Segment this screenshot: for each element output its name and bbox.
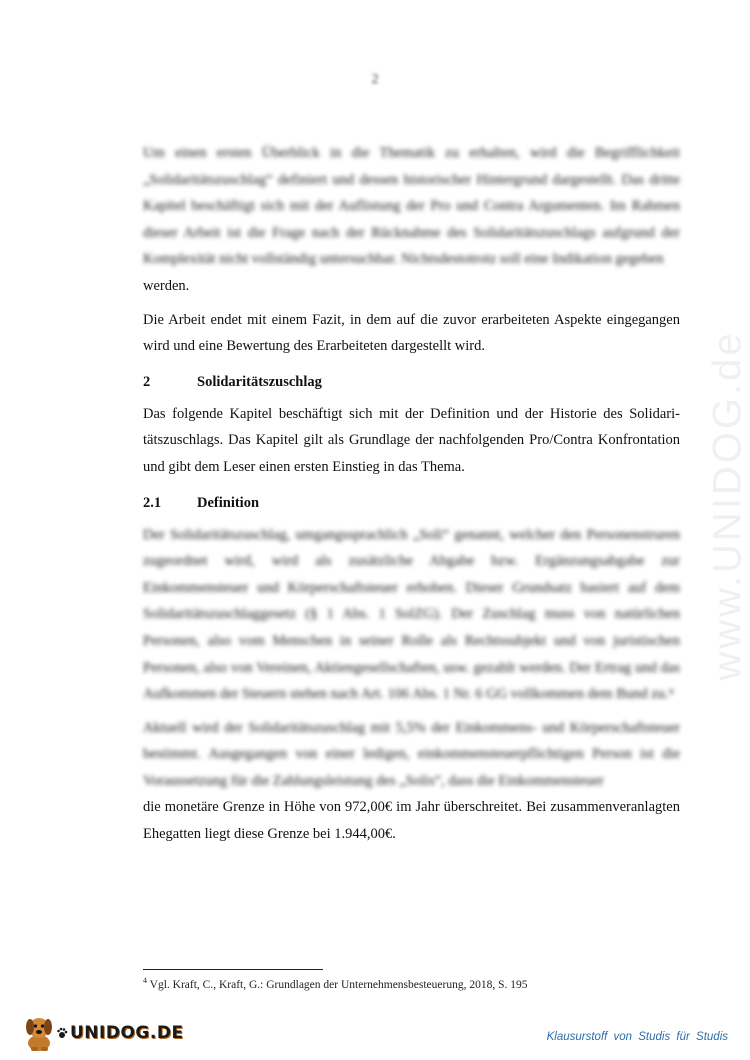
page-number: 2 <box>371 72 379 87</box>
footnote-text: Vgl. Kraft, C., Kraft, G.: Grundlagen der Unternehmensbesteuerung, 2018, S. 195 <box>149 978 528 991</box>
section-2-number: 2 <box>143 373 151 390</box>
intro-blurred-text: Um einen ersten Überblick in die Thematik zu erhalten, wird die Begrifflichkeit „Solidaritätszuschlag“ definiert und dessen historischer Hintergrund dargestellt. Das dritte Kapitel beschäftigt sich mit der Auflistung der Pro und Contra Argumenten. Im Rahmen dieser Arbeit ist die Frage nach der Rücknahme des Solidaritätszuschlags aufgrund der Komplexität nicht vollständig untersuchbar. Nichtsdestotrotz soll eine Indikation gegeben <box>143 145 680 268</box>
definition-visible-text-2: die monetäre Grenze in Höhe von 972,00€ im Jahr überschreitet. Bei zusammenveranlagten Ehegatten liegt diese Grenze bei 1.944,00€. <box>143 799 680 843</box>
paw-icon <box>56 1027 68 1039</box>
intro-visible-text: werden. <box>143 277 190 294</box>
document-body <box>143 140 680 855</box>
section-2-title: Solidaritätszuschlag <box>197 373 322 390</box>
section-2-heading <box>143 374 680 391</box>
section-2-1-heading <box>143 495 680 512</box>
section-2-paragraph: Das folgende Kapitel beschäftigt sich mit der Definition und der Historie des Solidaritätszuschlags. Das Kapitel gilt als Grundlage der nachfolgenden Pro/Contra Konfrontation und gibt dem Leser einen ersten Einstieg in das Thema. <box>143 405 680 475</box>
dog-mascot-icon <box>22 1013 56 1053</box>
definition-paragraph-2 <box>143 715 680 848</box>
intro-paragraph <box>143 140 680 300</box>
watermark-text: www.UNIDOG.de <box>705 329 750 681</box>
footnote <box>143 976 683 991</box>
footnote-separator <box>143 969 323 970</box>
tagline: Klausurstoff von Studis für Studis <box>546 1031 728 1043</box>
watermark <box>705 280 750 730</box>
unidog-logo <box>22 1013 184 1053</box>
fazit-paragraph: Die Arbeit endet mit einem Fazit, in dem auf die zuvor erarbeiteten Aspekte eingegangen wird und eine Bewertung des Erarbeiteten dargestellt wird. <box>143 311 680 355</box>
section-2-1-title: Definition <box>197 494 260 511</box>
footnote-marker: 4 <box>143 976 147 985</box>
section-2-1-number: 2.1 <box>143 494 162 511</box>
logo-text: UNIDOG.DE <box>70 1023 184 1043</box>
definition-blurred-text-2: Aktuell wird der Solidaritätszuschlag mit 5,5% der Einkommens- und Körperschaftsteuer bestimmt. Ausgegangen von einer ledigen, einkommensteuerpflichtigen Person ist die Voraussetzung für die Zahlungsleistung des „Solis“, dass die Einkommensteuer <box>143 719 680 789</box>
definition-blurred-paragraph: Der Solidaritätszuschlag, umgangssprachlich „Soli“ genannt, welcher den Personenstruren zugeordnet wird, wird als zusätzliche Abgabe bzw. Ergänzungsabgabe zur Einkommensteuer und Körperschaftsteuer erhoben. Dieser Grundsatz basiert auf dem Solidaritätszuschlaggesetz (§ 1 Abs. 1 SolZG). Der Zuschlag muss von natürlichen Personen, also vom Menschen in seiner Rolle als Rechtssubjekt und von juristischen Personen, also von Vereinen, Aktiengesellschaften, usw. gezahlt werden. Der Ertrag und das Aufkommen der Steuern stehen nach Art. 106 Abs. 1 Nr. 6 GG vollkommen dem Bund zu.⁴ <box>143 526 680 703</box>
